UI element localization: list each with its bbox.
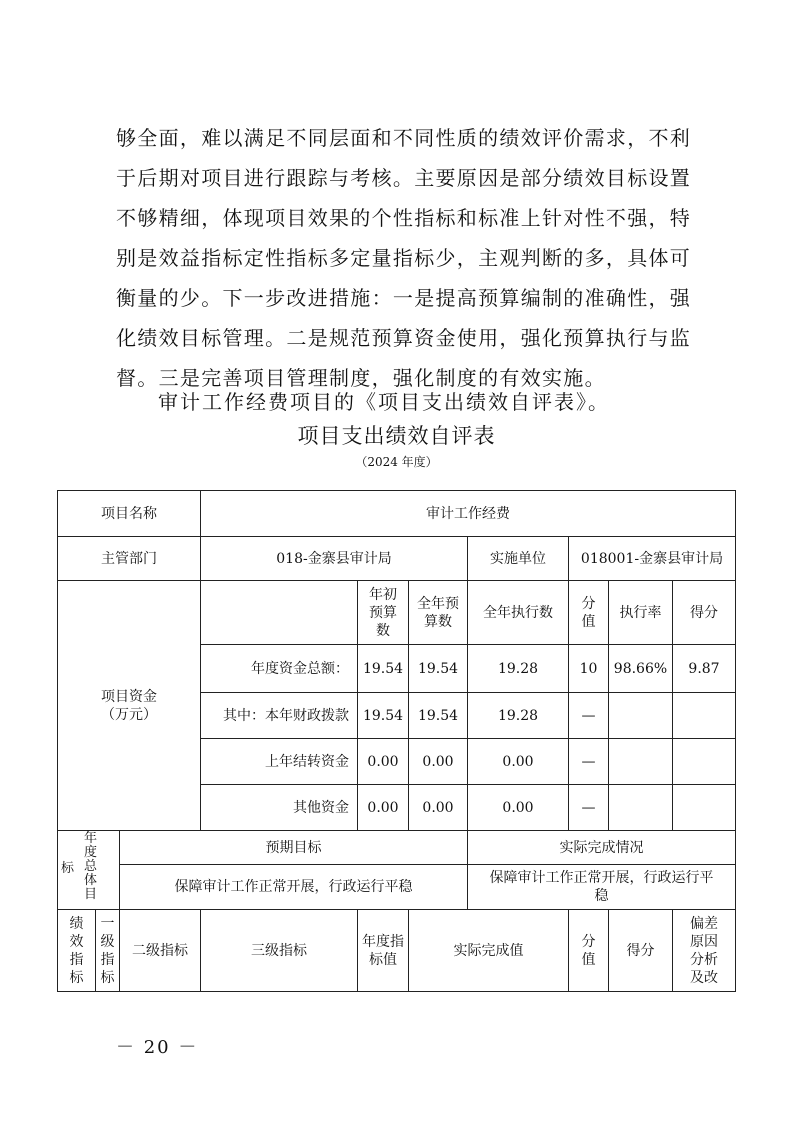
fund-score-value: —: [569, 739, 609, 785]
level2-indicator-label: 二级指标: [120, 910, 201, 992]
goal-char: 年: [84, 831, 98, 846]
paragraph-line: 于后期对项目进行跟踪与考核。主要原因是部分绩效目标设置: [116, 166, 692, 190]
fund-row-label: 年度资金总额：: [201, 645, 358, 693]
empty-cell: [201, 581, 358, 645]
table-row: [58, 910, 736, 992]
table-row: [58, 537, 736, 581]
fund-annual: 19.54: [409, 693, 468, 739]
paragraph-line: 不够精细，体现项目效果的个性指标和标准上针对性不强，特: [116, 206, 692, 230]
annual-goal-label: [58, 831, 120, 910]
fund-initial: 0.00: [358, 739, 409, 785]
header-text-line: 预算: [369, 604, 397, 621]
goal-char: 总: [84, 859, 98, 874]
annual-target-line: 标值: [369, 951, 397, 968]
fund-exec-rate: [609, 693, 673, 739]
fund-exec-rate: [609, 739, 673, 785]
deviation-text: 偏差原因分析及改: [690, 915, 718, 986]
paragraph-line: 督。三是完善项目管理制度，强化制度的有效实施。: [116, 366, 606, 390]
dept-value: 018-金寨县审计局: [201, 537, 468, 581]
self-evaluation-table: [57, 490, 736, 992]
paragraph-line: 化绩效目标管理。二是规范预算资金使用，强化预算执行与监: [116, 326, 692, 350]
body-paragraph: [116, 118, 746, 398]
fund-annual: 0.00: [409, 785, 468, 831]
goal-char: 体: [84, 873, 98, 888]
perf-indicator-label: [58, 910, 96, 992]
table-row: [58, 491, 736, 537]
header-annual-budget: [409, 581, 468, 645]
funds-label-line: 项目资金: [101, 688, 157, 705]
paragraph-line: 够全面，难以满足不同层面和不同性质的绩效评价需求，不利: [116, 126, 692, 150]
fund-exec-rate: 98.66%: [609, 645, 673, 693]
table-row: [58, 831, 736, 865]
indicator-score-value-text: 分值: [581, 933, 596, 968]
fund-executed: 19.28: [468, 645, 569, 693]
fund-score: [673, 785, 736, 831]
fund-score: [673, 739, 736, 785]
project-name-label: 项目名称: [58, 491, 201, 537]
fund-annual: 19.54: [409, 645, 468, 693]
table-intro: 审计工作经费项目的《项目支出绩效自评表》。: [158, 390, 610, 414]
fund-score-value: —: [569, 693, 609, 739]
page-number: － 20 －: [116, 1037, 199, 1058]
fund-score-value: —: [569, 785, 609, 831]
fund-row-label: 其他资金: [201, 785, 358, 831]
expected-goal: 保障审计工作正常开展，行政运行平稳: [120, 865, 468, 910]
header-text-line: 数: [376, 622, 390, 639]
level3-indicator-label: 三级指标: [201, 910, 358, 992]
goal-char: 目: [84, 887, 98, 902]
deviation-label: [673, 910, 736, 992]
fund-score-value: 10: [569, 645, 609, 693]
header-score: 得分: [673, 581, 736, 645]
header-initial-budget: [358, 581, 409, 645]
unit-label: 实施单位: [468, 537, 569, 581]
perf-indicator-text: 绩效指标: [69, 915, 84, 986]
fund-row-label: 其中：本年财政拨款: [201, 693, 358, 739]
fund-executed: 0.00: [468, 739, 569, 785]
actual-result: [468, 865, 736, 910]
goal-char: 度: [84, 845, 98, 860]
paragraph-line: 衡量的少。下一步改进措施：一是提高预算编制的准确性，强: [116, 286, 692, 310]
paragraph-line: 别是效益指标定性指标多定量指标少，主观判断的多，具体可: [116, 246, 692, 270]
header-executed: 全年执行数: [468, 581, 569, 645]
goal-char: 标: [61, 861, 75, 876]
header-text-line: 年初: [369, 586, 397, 603]
table-title: 项目支出绩效自评表: [297, 424, 496, 448]
actual-label: 实际完成情况: [468, 831, 736, 865]
dept-label: 主管部门: [58, 537, 201, 581]
actual-result-line: 稳: [594, 888, 609, 905]
indicator-score-label: 得分: [609, 910, 673, 992]
header-text-line: 值: [581, 613, 596, 630]
fund-score: [673, 693, 736, 739]
expected-goal-label: 预期目标: [120, 831, 468, 865]
level1-indicator-text: 一级指标: [100, 915, 115, 986]
fund-executed: 19.28: [468, 693, 569, 739]
funds-label-line: （万元）: [101, 706, 157, 723]
fund-exec-rate: [609, 785, 673, 831]
fund-row-label: 上年结转资金: [201, 739, 358, 785]
indicator-score-value-label: [569, 910, 609, 992]
project-name: 审计工作经费: [201, 491, 736, 537]
fund-initial: 0.00: [358, 785, 409, 831]
fund-initial: 19.54: [358, 693, 409, 739]
table-row: [58, 581, 736, 645]
fund-score: 9.87: [673, 645, 736, 693]
fund-executed: 0.00: [468, 785, 569, 831]
fund-annual: 0.00: [409, 739, 468, 785]
table-year: （2024 年度）: [355, 455, 438, 469]
annual-target-label: [358, 910, 409, 992]
fund-initial: 19.54: [358, 645, 409, 693]
annual-target-line: 年度指: [362, 933, 404, 950]
actual-value-label: 实际完成值: [409, 910, 569, 992]
header-score-value: [569, 581, 609, 645]
annual-goal-label-box: [58, 831, 119, 909]
unit-value: 018001-金寨县审计局: [569, 537, 736, 581]
level1-indicator-label: [96, 910, 120, 992]
header-exec-rate: 执行率: [609, 581, 673, 645]
actual-result-line: 保障审计工作正常开展，行政运行平: [489, 870, 714, 887]
header-text-line: 算数: [424, 613, 452, 630]
table-row: [58, 865, 736, 910]
header-text-line: 分: [581, 595, 596, 612]
header-text-line: 全年预: [417, 595, 459, 612]
funds-label: [58, 581, 201, 831]
